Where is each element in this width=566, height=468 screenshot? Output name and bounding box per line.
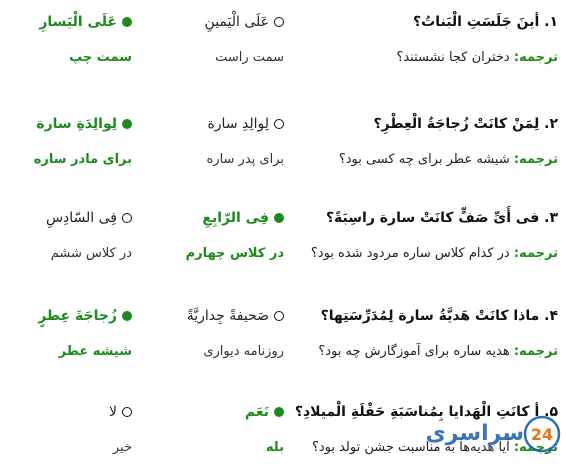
sarasari24-logo: [425, 410, 562, 462]
option-text: لِوالِدِ سارة: [207, 116, 269, 132]
translation-label: ترجمه:: [513, 344, 558, 359]
option-right-correct[interactable]: [202, 210, 284, 226]
question-1: [0, 14, 566, 74]
empty-circle-icon: [122, 407, 132, 417]
empty-circle-icon: [274, 311, 284, 321]
question-3: [0, 210, 566, 270]
option-right-correct[interactable]: [245, 404, 284, 420]
translation-text: آیا هدیه‌ها به مناسبت جشن تولد بود؟: [311, 440, 510, 455]
option-translation: خیر: [112, 440, 132, 455]
option-translation: در کلاس چهارم: [185, 246, 284, 261]
translation-text: هدیه ساره برای آموزگارش چه بود؟: [318, 344, 510, 359]
option-translation: در کلاس ششم: [50, 246, 132, 261]
logo-number: 24: [530, 425, 554, 444]
translation-label: ترجمه:: [513, 246, 558, 261]
question-2: [0, 116, 566, 176]
empty-circle-icon: [274, 119, 284, 129]
option-right-wrong[interactable]: [187, 308, 284, 324]
option-left-correct[interactable]: [36, 116, 132, 132]
option-translation: بله: [265, 440, 284, 455]
option-translation: برای مادر ساره: [33, 152, 132, 167]
option-left-correct[interactable]: [39, 14, 132, 30]
translation-label: ترجمه:: [513, 152, 558, 167]
option-text: نَعَم: [244, 404, 269, 420]
question-text: ۳. فی أَیِّ صَفٍّ کانَتْ سارة راسِبَةً؟: [325, 210, 558, 226]
translation: [311, 246, 558, 261]
logo-text: سراسری: [425, 421, 524, 446]
option-text: صَحیفةً جِداریَّةً: [186, 308, 269, 324]
option-translation: شیشه عطر: [58, 344, 132, 359]
option-translation: روزنامه دیواری: [203, 344, 284, 359]
option-text: لا: [109, 404, 117, 420]
option-translation: برای پدر ساره: [206, 152, 284, 167]
option-text: عَلَی الْیَمینِ: [204, 14, 269, 30]
question-text: ۴. ماذا کانَتْ هَدیَّةُ سارة لِمُدَرِّسَتِها؟: [320, 308, 558, 324]
option-text: فِی الرّابِعِ: [202, 210, 269, 226]
filled-circle-icon: [274, 213, 284, 223]
empty-circle-icon: [274, 17, 284, 27]
option-text: زُجاجَةَ عِطرٍ: [38, 308, 117, 324]
question-text: ۲. لِمَنْ کانَتْ زُجاجَةُ الْعِطْرِ؟: [373, 116, 558, 132]
option-text: لِوالِدَةِ سارة: [36, 116, 117, 132]
translation: [318, 344, 558, 359]
translation-text: دختران کجا نشستند؟: [396, 50, 510, 65]
filled-circle-icon: [122, 119, 132, 129]
translation-label: ترجمه:: [513, 440, 558, 455]
option-left-correct[interactable]: [38, 308, 132, 324]
translation: [396, 50, 558, 65]
option-translation: سمت راست: [215, 50, 284, 65]
translation-label: ترجمه:: [513, 50, 558, 65]
question-text: ۵. أ کانَتِ الْهَدایا بِمُناسَبَةِ حَفْلَةِ الْمیلادِ؟: [294, 404, 558, 420]
translation-text: شیشه عطر برای چه کسی بود؟: [338, 152, 510, 167]
option-right-wrong[interactable]: [207, 116, 284, 132]
option-left-wrong[interactable]: [46, 210, 132, 226]
option-translation: سمت چپ: [69, 50, 132, 65]
empty-circle-icon: [122, 213, 132, 223]
option-text: عَلَی الْیَسارِ: [39, 14, 117, 30]
filled-circle-icon: [122, 311, 132, 321]
option-right-wrong[interactable]: [205, 14, 284, 30]
filled-circle-icon: [122, 17, 132, 27]
filled-circle-icon: [274, 407, 284, 417]
option-text: فِی السّادِسِ: [45, 210, 117, 226]
translation-text: در کدام کلاس ساره مردود شده بود؟: [310, 246, 510, 261]
question-4: [0, 308, 566, 368]
option-left-wrong[interactable]: [109, 404, 132, 420]
translation: [339, 152, 558, 167]
question-text: ۱. أینَ جَلَسَتِ الْبَناتُ؟: [413, 14, 558, 30]
